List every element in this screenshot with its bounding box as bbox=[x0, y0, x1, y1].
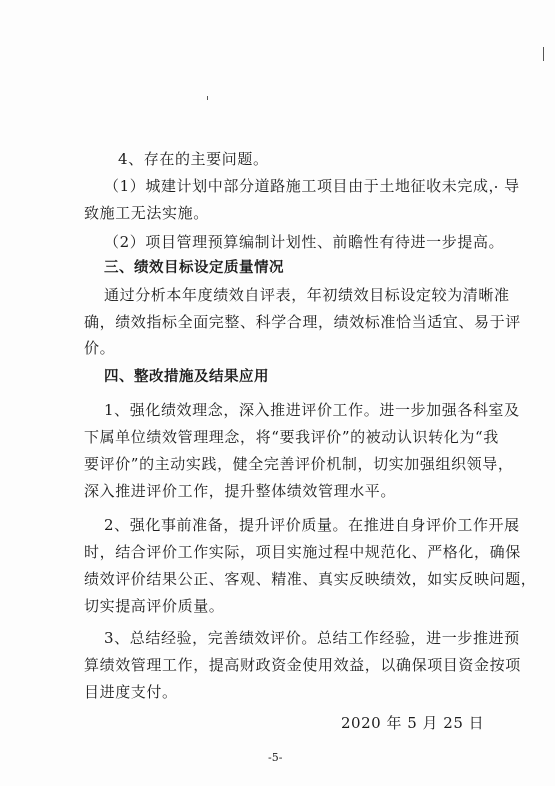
problem-1-line-2: 致施工无法实施。 bbox=[84, 204, 209, 222]
measure-2-line-3: 绩效评价结果公正、客观、精准、真实反映绩效，如实反映问题， bbox=[84, 570, 537, 588]
section-3-para-line-1: 通过分析本年度绩效自评表，年初绩效目标设定较为清晰准 bbox=[104, 286, 510, 304]
measure-3-line-3: 目进度支付。 bbox=[84, 683, 178, 701]
measure-2-line-1: 2、强化事前准备，提升评价质量。在推进自身评价工作开展 bbox=[104, 516, 520, 534]
measure-1-line-2: 下属单位绩效管理理念，将“要我评价”的被动认识转化为“我 bbox=[84, 428, 499, 446]
section-3-para-line-2: 确，绩效指标全面完整、科学合理，绩效标准恰当适宜、易于评 bbox=[84, 313, 521, 331]
measure-3-line-2: 算绩效管理工作，提高财政资金使用效益，以确保项目资金按项 bbox=[84, 656, 521, 674]
document-date: 2020 年 5 月 25 日 bbox=[341, 714, 485, 732]
problem-1-line-1: （1）城建计划中部分道路施工项目由于土地征收未完成，导 bbox=[104, 177, 520, 195]
scan-speck bbox=[207, 96, 208, 100]
measure-2-line-4: 切实提高评价质量。 bbox=[84, 597, 225, 615]
measure-1-line-3: 要评价”的主动实践，健全完善评价机制，切实加强组织领导， bbox=[84, 455, 514, 473]
page-number: -5- bbox=[268, 751, 283, 764]
measure-3-line-1: 3、总结经验，完善绩效评价。总结工作经验，进一步推进预 bbox=[104, 629, 520, 647]
scan-speck bbox=[543, 47, 544, 61]
problem-2-line: （2）项目管理预算编制计划性、前瞻性有待进一步提高。 bbox=[104, 233, 505, 251]
measure-2-line-2: 时，结合评价工作实际，项目实施过程中规范化、严格化，确保 bbox=[84, 543, 521, 561]
section-3-heading: 三、绩效目标设定质量情况 bbox=[104, 260, 284, 276]
section-4-heading: 四、整改措施及结果应用 bbox=[104, 369, 269, 385]
measure-1-line-1: 1、强化绩效理念，深入推进评价工作。进一步加强各科室及 bbox=[104, 401, 520, 419]
section-3-para-line-3: 价。 bbox=[84, 339, 116, 357]
section-4-subheading: 4、存在的主要问题。 bbox=[118, 150, 269, 168]
measure-1-line-4: 深入推进评价工作，提升整体绩效管理水平。 bbox=[84, 482, 397, 500]
